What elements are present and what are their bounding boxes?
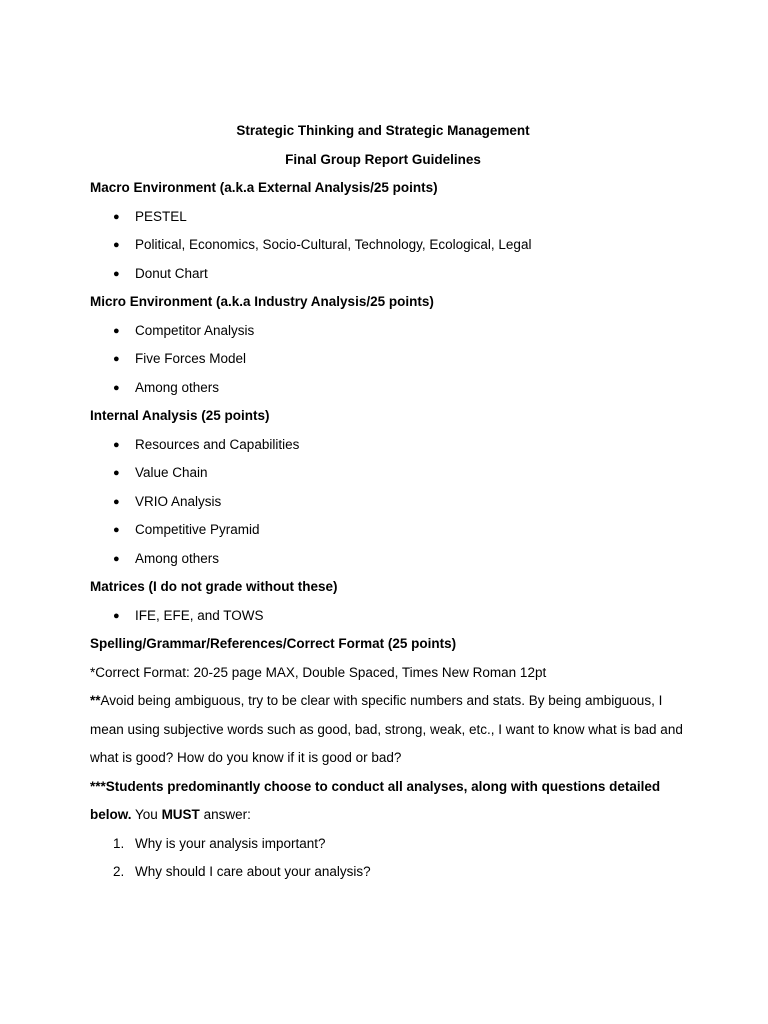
section-heading-macro: Macro Environment (a.k.a External Analysis/25 points) [90,180,438,195]
ambiguity-text: Avoid being ambiguous, try to be clear with specific numbers and stats. By being ambiguous, I mean using subjective words such as good, bad, strong, weak, etc., I want to know what is bad and what is good? How do you know if it is good or bad? [90,693,683,765]
bullet-icon: ● [113,353,120,365]
question-text: Why should I care about your analysis? [135,864,371,879]
list-item: ● VRIO Analysis [90,488,690,517]
must-text: MUST [161,807,200,822]
bullet-icon: ● [113,239,120,251]
bullet-icon: ● [113,210,120,223]
questions-list [90,830,690,887]
list-item: ● Among others [90,374,690,403]
section-heading-internal: Internal Analysis (25 points) [90,408,270,423]
bullet-icon: ● [113,495,120,508]
document-body [90,117,690,887]
students-bold-text: ***Students predominantly choose to conduct all analyses, along with questions detailed below. [90,778,661,822]
bullet-list-internal [90,431,690,574]
list-item: ● Among others [90,545,690,574]
bullet-icon: ● [113,467,120,479]
bullet-list-micro [90,317,690,403]
bullet-icon: ● [113,552,120,565]
format-note: *Correct Format: 20-25 page MAX, Double Spaced, Times New Roman 12pt [90,664,547,680]
bullet-icon: ● [113,524,120,536]
list-item: ● Value Chain [90,459,690,488]
question-text: Why is your analysis important? [135,835,326,851]
question-number: 2. [113,864,125,879]
answer-text: answer: [199,807,251,822]
list-item: ● Resources and Capabilities [90,431,690,460]
list-item: ● Competitor Analysis [90,317,690,346]
bullet-list-matrices [90,602,690,631]
list-item: ● Five Forces Model [90,345,690,374]
list-item: ● IFE, EFE, and TOWS [90,602,690,631]
ambiguity-note [90,687,690,773]
section-heading-format: Spelling/Grammar/References/Correct Format (25 points) [90,636,457,651]
students-note [90,773,690,830]
list-item: ● PESTEL [90,203,690,232]
ambiguity-prefix: ** [90,693,101,708]
bullet-icon: ● [113,609,120,622]
list-item: ● Donut Chart [90,260,690,289]
list-item: ● Political, Economics, Socio-Cultural, Technology, Ecological, Legal [90,231,690,260]
document-subtitle: Final Group Report Guidelines [285,151,481,167]
question-number: 1. [113,835,125,851]
bullet-icon: ● [113,438,120,451]
you-text: You [131,807,162,822]
section-heading-matrices: Matrices (I do not grade without these) [90,579,338,594]
bullet-list-macro [90,203,690,289]
section-heading-micro: Micro Environment (a.k.a Industry Analysis/25 points) [90,294,434,309]
bullet-icon: ● [113,324,120,337]
list-item [90,858,690,887]
list-item [90,830,690,859]
document-title: Strategic Thinking and Strategic Management [236,123,530,138]
list-item: ● Competitive Pyramid [90,516,690,545]
bullet-icon: ● [113,267,120,280]
bullet-icon: ● [113,381,120,394]
